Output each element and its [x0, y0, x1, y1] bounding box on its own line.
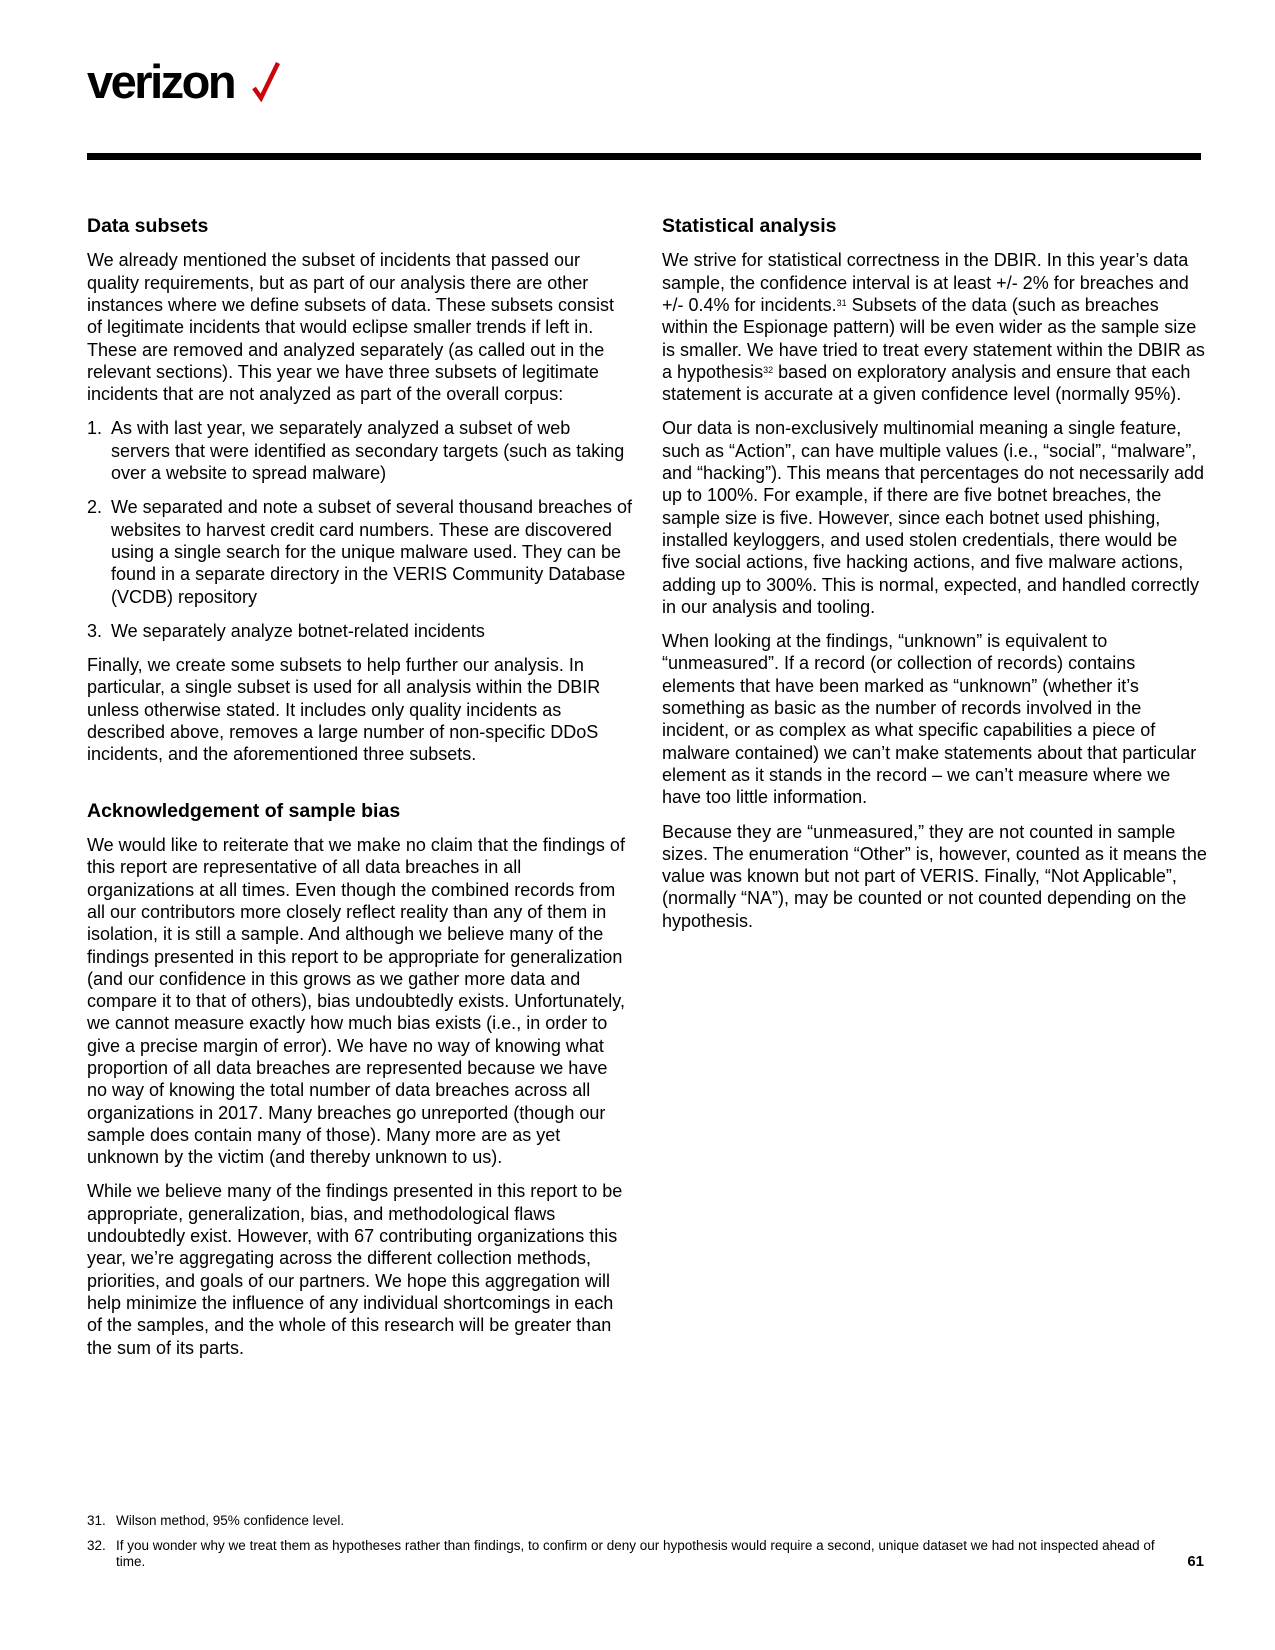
- footnote-ref-31: 31: [836, 297, 847, 308]
- paragraph: While we believe many of the findings presented in this report to be appropriate, generalization, bias, and methodological flaws undoubtedly exist. However, with 67 contributing organizations this year, we’re aggregating across the different collection methods, priorities, and goals of our partners. We hope this aggregation will help minimize the influence of any individual shortcomings in each of the samples, and the whole of this research will be greater than the sum of its parts.: [87, 1181, 623, 1358]
- text-run: We strive for statistical correctness in the DBIR. In this year’s data sample, the confidence interval is at least +/- 2% for breaches and +/- 0.4% for incidents.: [662, 250, 1189, 315]
- list-number: 1.: [87, 418, 103, 439]
- text-run: based on exploratory analysis and ensure that each statement is accurate at a given confidence level (normally 95%).: [662, 361, 1191, 405]
- paragraph: Finally, we create some subsets to help further our analysis. In particular, a single subset is used for all analysis within the DBIR unless otherwise stated. It includes only quality incidents as described above, removes a large number of non-specific DDoS incidents, and the aforementioned three subsets.: [87, 655, 601, 765]
- paragraph: We already mentioned the subset of incidents that passed our quality requirements, but as part of our analysis there are other instances where we define subsets of data. These subsets consist of legitimate incidents that would eclipse smaller trends if left in. These are removed and analyzed separately (as called out in the relevant sections). This year we have three subsets of legitimate incidents that are not analyzed as part of the overall corpus:: [87, 250, 614, 405]
- footnote-32: [87, 1538, 1167, 1570]
- list-number: 2.: [87, 497, 103, 518]
- footnote-number: 31.: [87, 1513, 106, 1528]
- paragraph: We would like to reiterate that we make no claim that the findings of this report are representative of all data breaches in all organizations at all times. Even though the combined records from all our contributors more closely reflect reality than any of them in isolation, it is still a sample. And although we believe many of the findings presented in this report to be appropriate for generalization (and our confidence in this grows as we gather more data and compare it to that of others), bias undoubtedly exists. Unfortunately, we cannot measure exactly how much bias exists (i.e., in order to give a precise margin of error). We have no way of knowing what proportion of all data breaches are represented because we have no way of knowing the total number of data breaches across all organizations in 2017. Many breaches go unreported (though our sample does contain many of those). Many more are as yet unknown by the victim (and thereby unknown to us).: [87, 835, 625, 1168]
- right-column: [662, 215, 1207, 944]
- footnote-number: 32.: [87, 1538, 106, 1553]
- paragraph: When looking at the findings, “unknown” is equivalent to “unmeasured”. If a record (or collection of records) contains elements that have been marked as “unknown” (whether it’s something as basic as the number of records involved in the incident, or as complex as what specific capabilities a piece of malware contained) we can’t make statements about that particular element as it stands in the record – we can’t measure where we have too little information.: [662, 631, 1197, 808]
- text-run: Subsets of the data (such as breaches within the Espionage pattern) will be even wider as the sample size is smaller. We have tried to treat every statement within the DBIR as a hypothesis: [662, 294, 1205, 382]
- left-column: [87, 215, 632, 1371]
- page-number: 61: [1187, 1553, 1204, 1570]
- list-item: [87, 417, 632, 484]
- checkmark-icon: [251, 60, 281, 104]
- list-text: As with last year, we separately analyzed a subset of web servers that were identified as secondary targets (such as taking over a website to spread malware): [111, 418, 625, 484]
- list-item: [87, 620, 632, 642]
- paragraph: [662, 249, 1207, 405]
- list-number: 3.: [87, 620, 103, 641]
- paragraph: Because they are “unmeasured,” they are not counted in sample sizes. The enumeration “Other” is, however, counted as it means the value was known but not part of VERIS. Finally, “Not Applicable”, (normally “NA”), may be counted or not counted depending on the hypothesis.: [662, 821, 1207, 931]
- section-heading-sample-bias: Acknowledgement of sample bias: [87, 799, 401, 822]
- section-heading-data-subsets: Data subsets: [87, 215, 209, 237]
- list-text: We separated and note a subset of several thousand breaches of websites to harvest credit card numbers. These are discovered using a single search for the unique malware used. They can be found in a separate directory in the VERIS Community Database (VCDB) repository: [111, 497, 633, 607]
- list-text: We separately analyze botnet-related incidents: [111, 620, 485, 641]
- header-divider: [87, 153, 1201, 160]
- footnote-text: If you wonder why we treat them as hypotheses rather than findings, to confirm or deny our hypothesis would require a second, unique dataset we had not inspected ahead of time.: [116, 1538, 1155, 1569]
- section-heading-statistical-analysis: Statistical analysis: [662, 215, 837, 237]
- footnotes: [87, 1513, 1167, 1579]
- subset-list: [87, 417, 632, 642]
- paragraph: Our data is non-exclusively multinomial meaning a single feature, such as “Action”, can have multiple values (i.e., “social”, “malware”, and “hacking”). This means that percentages do not necessarily add up to 100%. For example, if there are five botnet breaches, the sample size is five. However, since each botnet used phishing, installed keyloggers, and used stolen credentials, there would be five social actions, five hacking actions, and five malware actions, adding up to 300%. This is normal, expected, and handled correctly in our analysis and tooling.: [662, 418, 1204, 617]
- verizon-logo: [87, 55, 235, 108]
- footnote-ref-32: 32: [763, 364, 774, 375]
- list-item: [87, 496, 632, 607]
- footnote-text: Wilson method, 95% confidence level.: [116, 1513, 345, 1528]
- logo-wordmark: verizon: [87, 55, 235, 108]
- footnote-31: [87, 1513, 1167, 1529]
